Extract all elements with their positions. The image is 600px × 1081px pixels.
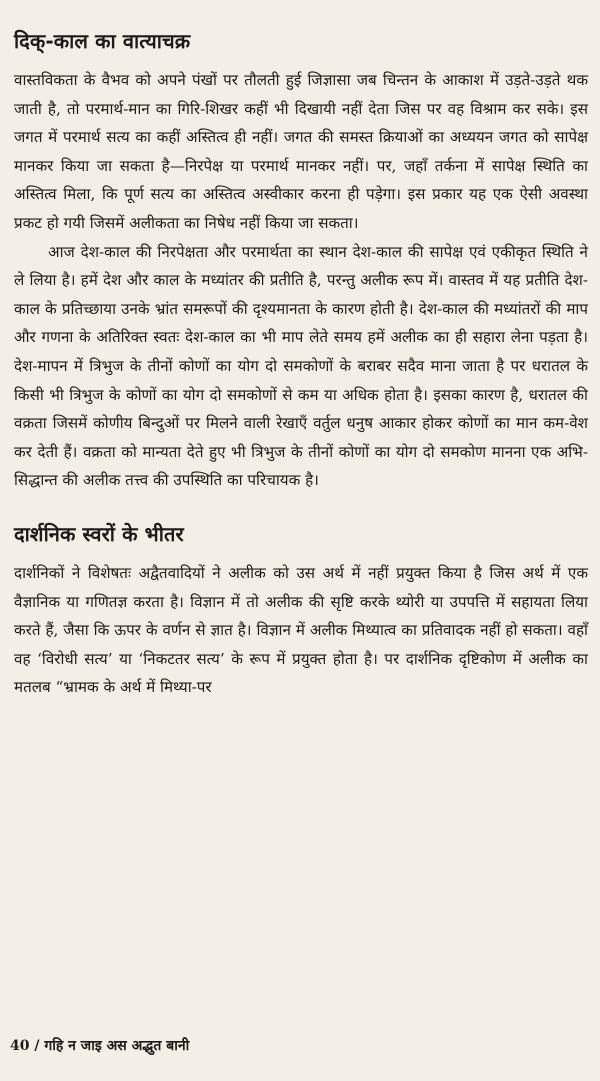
- paragraph: वास्तविकता के वैभव को अपने पंखों पर तौलती हुई जिज्ञासा जब चिन्तन के आकाश में उड़ते-उड़ते थक जाती है, तो परमार्थ-मान का गिरि-शिखर कहीं भी दिखायी नहीं देता जिस पर वह विश्राम कर सके। इस जगत में परमार्थ सत्य का कहीं अस्तित्व ही नहीं। जगत की समस्त क्रियाओं का अध्ययन जगत को सापेक्ष मानकर किया जा सकता है—निरपेक्ष या परमार्थ मानकर नहीं। पर, जहाँ तर्कना में सापेक्ष स्थिति का अस्तित्व मिला, कि पूर्ण सत्य का अस्तित्व अस्वीकार करना ही पड़ेगा। इस प्रकार यह एक ऐसी अवस्था प्रकट हो गयी जिसमें अलीकता का निषेध नहीं किया जा सकता।: [14, 71, 588, 232]
- paragraph: दार्शनिकों ने विशेषतः अद्वैतवादियों ने अलीक को उस अर्थ में नहीं प्रयुक्त किया है जिस अर्थ में एक वैज्ञानिक या गणितज्ञ करता है। विज्ञान में तो अलीक की सृष्टि करके थ्योरी या उपपत्ति में सहायता लिया करते हैं, जैसा कि ऊपर के वर्णन से ज्ञात है। विज्ञान में अलीक मिथ्यात्व का प्रतिवादक नहीं हो सकता। वहाँ वह ‘विरोधी सत्य’ या ‘निकटतर सत्य’ के रूप में प्रयुक्त होता है। पर दार्शनिक दृष्टिकोण में अलीक का मतलब “भ्रामक के अर्थ में मिथ्या-पर: [14, 563, 588, 697]
- section-heading: दिक्-काल का वात्याचक्र: [14, 29, 191, 53]
- section-heading: दार्शनिक स्वरों के भीतर: [14, 521, 184, 546]
- paragraph: आज देश-काल की निरपेक्षता और परमार्थता का स्थान देश-काल की सापेक्ष एवं एकीकृत स्थिति ने ले लिया है। हमें देश और काल के मध्यांतर की प्रतीति है, परन्तु अलीक रूप में। वास्तव में यह प्रतीति देश-काल के प्रतिच्छाया उनके भ्रांत समरूपों की दृश्यमानता के कारण होती है। देश-काल की मध्यांतरों की माप और गणना के अतिरिक्त स्वतः देश-काल का भी माप लेते समय हमें अलीक का ही सहारा लेना पड़ता है। देश-मापन में त्रिभुज के तीनों कोणों का योग दो समकोणों के बराबर सदैव माना जाता है पर धरातल के किसी भी त्रिभुज के कोणों का योग दो समकोणों से कम या अधिक होता है। इसका कारण है, धरातल की वक्रता जिसमें कोणीय बिन्दुओं पर मिलने वाली रेखाएँ वर्तुल धनुष आकार होकर कोणों का मान कम-वेश कर देती हैं। वक्रता को मान्यता देते हुए भी त्रिभुज के तीनों कोणों का योग दो समकोण मानना एक अभि-सिद्धान्त की अलीक तत्त्व की उपस्थिति का परिचायक है।: [14, 242, 588, 490]
- page-footer: 40 / गहि न जाइ अस अद्भुत बानी: [10, 1038, 190, 1054]
